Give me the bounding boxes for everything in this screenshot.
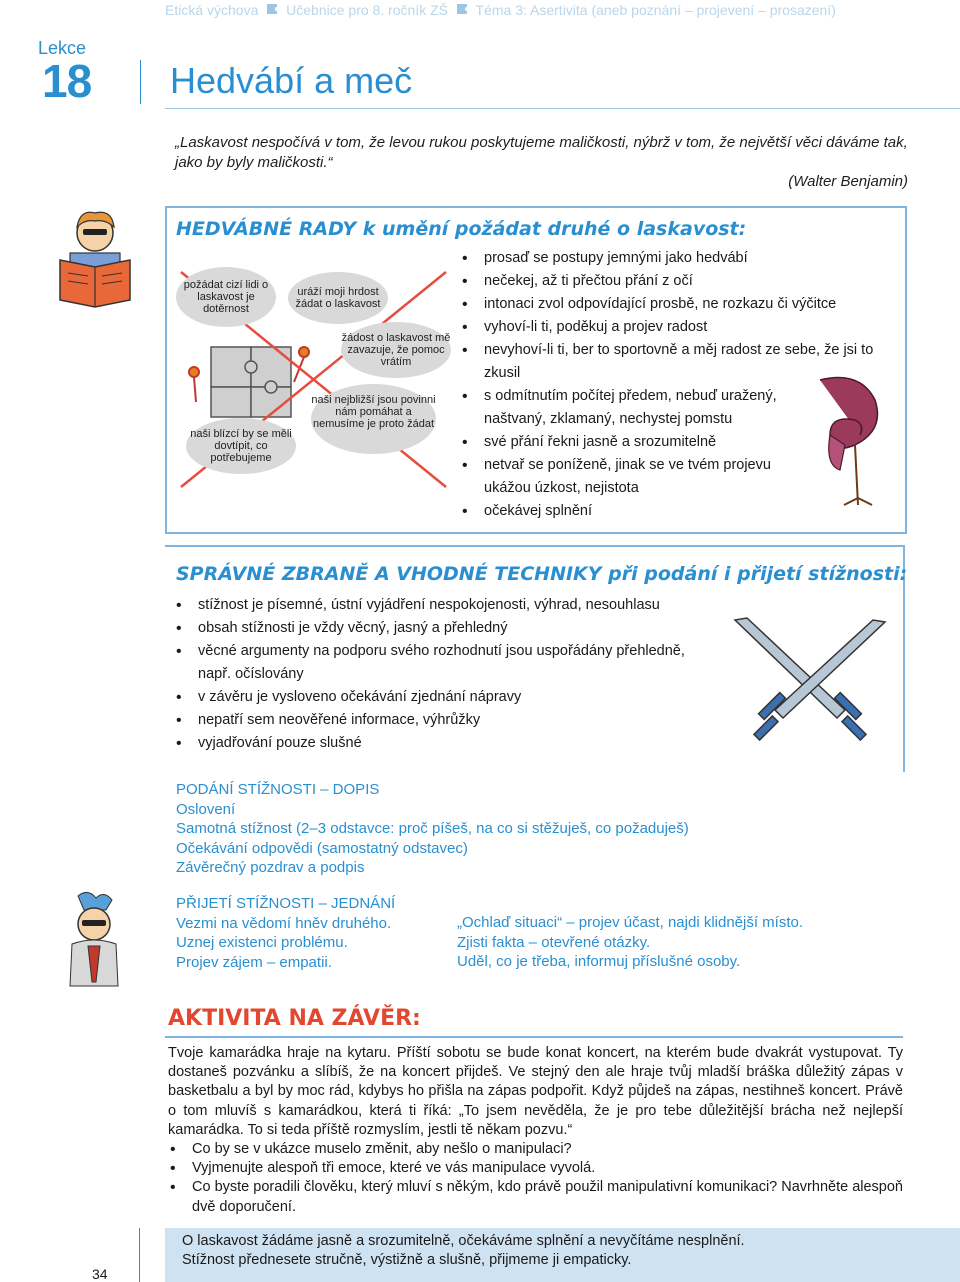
divider xyxy=(140,60,141,104)
list-item: • Vyjmenujte alespoň tři emoce, které ve vás manipulace vyvolá. xyxy=(168,1159,903,1178)
speech-bubble: naši blízcí by se měli dovtípit, co potřebujeme xyxy=(186,418,296,474)
complaint-receive-line: Zjisti fakta – otevřené otázky. xyxy=(457,933,651,951)
summary-text xyxy=(182,1232,745,1270)
complaint-receive-line: Vezmi na vědomí hněv druhého. xyxy=(176,914,392,932)
complaint-letter-line: Očekávání odpovědi (samostatný odstavec) xyxy=(176,839,468,857)
list-item: • vyhoví-li ti, poděkuj a projev radost xyxy=(460,316,780,339)
list-item: • intonaci zvol odpovídající prosbě, ne rozkazu či výčitce xyxy=(460,293,904,316)
quote-text: „Laskavost nespočívá v tom, že levou rukou poskytujeme maličkosti, nýbrž v tom, že největší věci dáváme tak, jako by byly maličkosti.“ xyxy=(175,134,908,171)
breadcrumb xyxy=(165,2,836,18)
summary-line: O laskavost žádáme jasně a srozumitelně, očekáváme splnění a nevyčítáme nesplnění. xyxy=(182,1233,745,1249)
page-number: 34 xyxy=(92,1266,108,1282)
complaint-letter-heading: PODÁNÍ STÍŽNOSTI – DOPIS xyxy=(176,781,380,798)
quote-author: (Walter Benjamin) xyxy=(788,173,908,190)
complaint-receive-line: „Ochlaď situaci“ – projev účast, najdi klidnější místo. xyxy=(457,914,804,931)
activity-paragraph: Tvoje kamarádka hraje na kytaru. Příští sobotu se bude konat koncert, na kterém bude dvakrát vystupovat. Ty dostaneš pozvánku a slíbíš, že na koncert přijdeš. Ve stejný den ale hraje tvůj mladší bráška důležitý zápas v basketbalu a byl by moc rád, kdybys ho přišla na zápas podpořit. Když půjdeš na zápas, nestihneš koncert. Právě o tom mluvíš s kamarádkou, která ti říká: „To jsem nevěděla, že je pro tebe důležitější brácha než nejlepší kamarádka. To si teda příště rozmyslím, jestli tě někam pozvu.“ xyxy=(168,1045,903,1138)
list-item: • Co by se v ukázce muselo změnit, aby nešlo o manipulaci? xyxy=(168,1140,903,1159)
breadcrumb-item: Učebnice pro 8. ročník ZŠ xyxy=(286,2,449,18)
list-item: • s odmítnutím počítej předem, nebuď uražený, naštvaný, zklamaný, nechystej pomstu xyxy=(460,385,784,431)
silk-fabric-illustration xyxy=(800,370,890,515)
complaint-receive-line: Projev zájem – empatii. xyxy=(176,953,332,971)
complaint-letter-line: Oslovení xyxy=(176,800,236,818)
complaint-receive-right xyxy=(457,913,803,972)
puzzle-diagram xyxy=(176,262,456,492)
list-item: • v závěru je vysloveno očekávání zjednání nápravy xyxy=(174,686,714,709)
complaint-receive-heading: PŘIJETÍ STÍŽNOSTI – JEDNÁNÍ xyxy=(176,895,396,912)
puzzle-icon xyxy=(456,2,468,18)
angry-boy-illustration xyxy=(58,890,130,995)
silk-tips-list xyxy=(460,247,874,523)
list-item: • očekávej splnění xyxy=(460,500,780,523)
divider xyxy=(165,108,960,109)
list-item: • stížnost je písemné, ústní vyjádření nespokojenosti, výhrad, nesouhlasu xyxy=(174,594,714,617)
list-item: • vyjadřování pouze slušné xyxy=(174,732,714,755)
breadcrumb-item: Etická výchova xyxy=(165,2,259,18)
list-item: • své přání řekni jasně a srozumitelně xyxy=(460,431,780,454)
speech-bubble: žádost o laskavost mě zavazuje, že pomoc vrátím xyxy=(341,322,451,378)
list-item: • nevyhoví-li ti, ber to sportovně a měj radost ze sebe, že jsi to zkusil xyxy=(460,339,904,385)
speech-bubble: naši nejbližší jsou povinni nám pomáhat a nemusíme je proto žádat xyxy=(311,384,436,454)
divider xyxy=(165,1036,903,1038)
lesson-number: 18 xyxy=(42,55,92,107)
speech-bubble: uráží moji hrdost žádat o laskavost xyxy=(288,272,388,324)
activity-heading: AKTIVITA NA ZÁVĚR: xyxy=(168,1006,421,1031)
summary-line: Stížnost přednesete stručně, výstižně a slušně, přijmeme ji empaticky. xyxy=(182,1252,632,1268)
complaint-letter-block xyxy=(176,780,689,878)
crossed-swords-illustration xyxy=(725,610,895,755)
activity-body xyxy=(168,1044,903,1217)
activity-questions xyxy=(168,1140,903,1217)
silk-heading: HEDVÁBNÉ RADY k umění požádat druhé o laskavost: xyxy=(176,218,747,240)
complaint-receive-left xyxy=(176,894,395,972)
puzzle-icon xyxy=(266,2,278,18)
complaint-letter-line: Samotná stížnost (2–3 odstavce: proč píšeš, na co si stěžuješ, co požaduješ) xyxy=(176,820,689,837)
weapons-list xyxy=(174,594,714,755)
list-item: • nečekej, až ti přečtou přání z očí xyxy=(460,270,780,293)
speech-bubble: požádat cizí lidi o laskavost je dotěrnost xyxy=(176,267,276,327)
breadcrumb-item: Téma 3: Asertivita (aneb poznání – projevení – prosazení) xyxy=(475,2,836,18)
reading-boy-illustration xyxy=(50,205,140,320)
list-item: • obsah stížnosti je vždy věcný, jasný a přehledný xyxy=(174,617,714,640)
complaint-receive-line: Uděl, co je třeba, informuj příslušné osoby. xyxy=(457,953,741,970)
list-item: • prosaď se postupy jemnými jako hedvábí xyxy=(460,247,780,270)
weapons-heading: SPRÁVNÉ ZBRANĚ A VHODNÉ TECHNIKY při podání i přijetí stížnosti: xyxy=(176,563,908,585)
list-item: • věcné argumenty na podporu svého rozhodnutí jsou uspořádány přehledně, např. očíslovány xyxy=(174,640,714,686)
page-title: Hedvábí a meč xyxy=(170,60,413,101)
lesson-word: Lekce xyxy=(38,38,87,58)
complaint-receive-line: Uznej existenci problému. xyxy=(176,934,348,951)
divider xyxy=(139,1228,140,1282)
list-item: • Co byste poradili člověku, který mluví s někým, kdo právě použil manipulativní komunikaci? Navrhněte alespoň dvě doporučení. xyxy=(168,1178,903,1216)
list-item: • nepatří sem neověřené informace, výhrůžky xyxy=(174,709,714,732)
complaint-letter-line: Závěrečný pozdrav a podpis xyxy=(176,859,365,876)
list-item: • netvař se poníženě, jinak se ve tvém projevu ukážou úzkost, nejistota xyxy=(460,454,794,500)
